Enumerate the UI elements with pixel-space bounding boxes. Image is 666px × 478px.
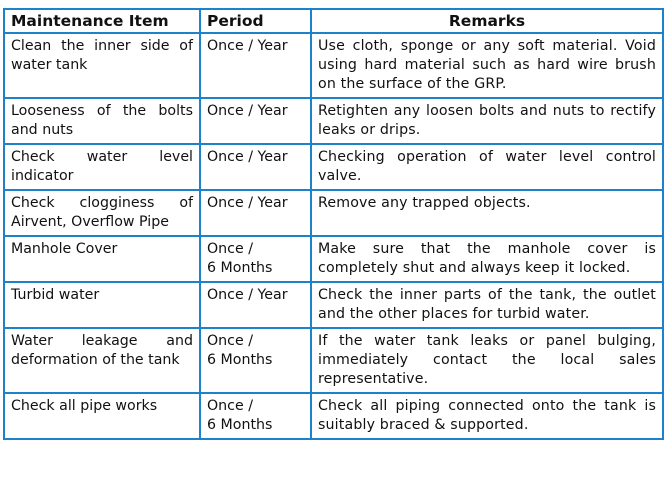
remarks-cell: Use cloth, sponge or any soft material. Void using hard material such as hard wire brush on the surface of the GRP. bbox=[311, 33, 663, 98]
remarks-cell: If the water tank leaks or panel bulging, immediately contact the local sales representative. bbox=[311, 328, 663, 393]
maintenance-item-cell: Manhole Cover bbox=[4, 236, 200, 282]
table-row bbox=[4, 282, 663, 328]
remarks-cell: Make sure that the manhole cover is completely shut and always keep it locked. bbox=[311, 236, 663, 282]
table-row bbox=[4, 144, 663, 190]
period-text: Once / 6 Months bbox=[207, 398, 273, 433]
table-row bbox=[4, 98, 663, 144]
period-cell: Once / Year bbox=[200, 33, 311, 98]
period-cell: Once / Year bbox=[200, 190, 311, 236]
maintenance-item-cell: Check all pipe works bbox=[4, 393, 200, 439]
maintenance-item-cell: Looseness of the bolts and nuts bbox=[4, 98, 200, 144]
maintenance-item-cell: Check clogginess of Airvent, Overflow Pipe bbox=[4, 190, 200, 236]
period-cell bbox=[200, 393, 311, 439]
maintenance-table bbox=[3, 8, 664, 440]
table-row bbox=[4, 236, 663, 282]
remarks-cell: Remove any trapped objects. bbox=[311, 190, 663, 236]
table-header bbox=[4, 9, 663, 33]
header-row bbox=[4, 9, 663, 33]
period-cell: Once / Year bbox=[200, 144, 311, 190]
table-row bbox=[4, 33, 663, 98]
remarks-cell: Checking operation of water level control valve. bbox=[311, 144, 663, 190]
period-cell bbox=[200, 328, 311, 393]
period-cell bbox=[200, 236, 311, 282]
maintenance-item-cell: Clean the inner side of water tank bbox=[4, 33, 200, 98]
table-body bbox=[4, 33, 663, 439]
remarks-cell: Check the inner parts of the tank, the outlet and the other places for turbid water. bbox=[311, 282, 663, 328]
header-maintenance-item: Maintenance Item bbox=[4, 9, 200, 33]
period-text: Once / 6 Months bbox=[207, 333, 273, 368]
table-row bbox=[4, 393, 663, 439]
header-period: Period bbox=[200, 9, 311, 33]
table-row bbox=[4, 190, 663, 236]
maintenance-item-cell: Check water level indicator bbox=[4, 144, 200, 190]
table-row bbox=[4, 328, 663, 393]
maintenance-item-cell: Turbid water bbox=[4, 282, 200, 328]
period-cell: Once / Year bbox=[200, 98, 311, 144]
period-cell: Once / Year bbox=[200, 282, 311, 328]
maintenance-item-cell: Water leakage and deformation of the tank bbox=[4, 328, 200, 393]
remarks-cell: Retighten any loosen bolts and nuts to rectify leaks or drips. bbox=[311, 98, 663, 144]
period-text: Once / 6 Months bbox=[207, 241, 273, 276]
header-remarks: Remarks bbox=[311, 9, 663, 33]
remarks-cell: Check all piping connected onto the tank is suitably braced & supported. bbox=[311, 393, 663, 439]
